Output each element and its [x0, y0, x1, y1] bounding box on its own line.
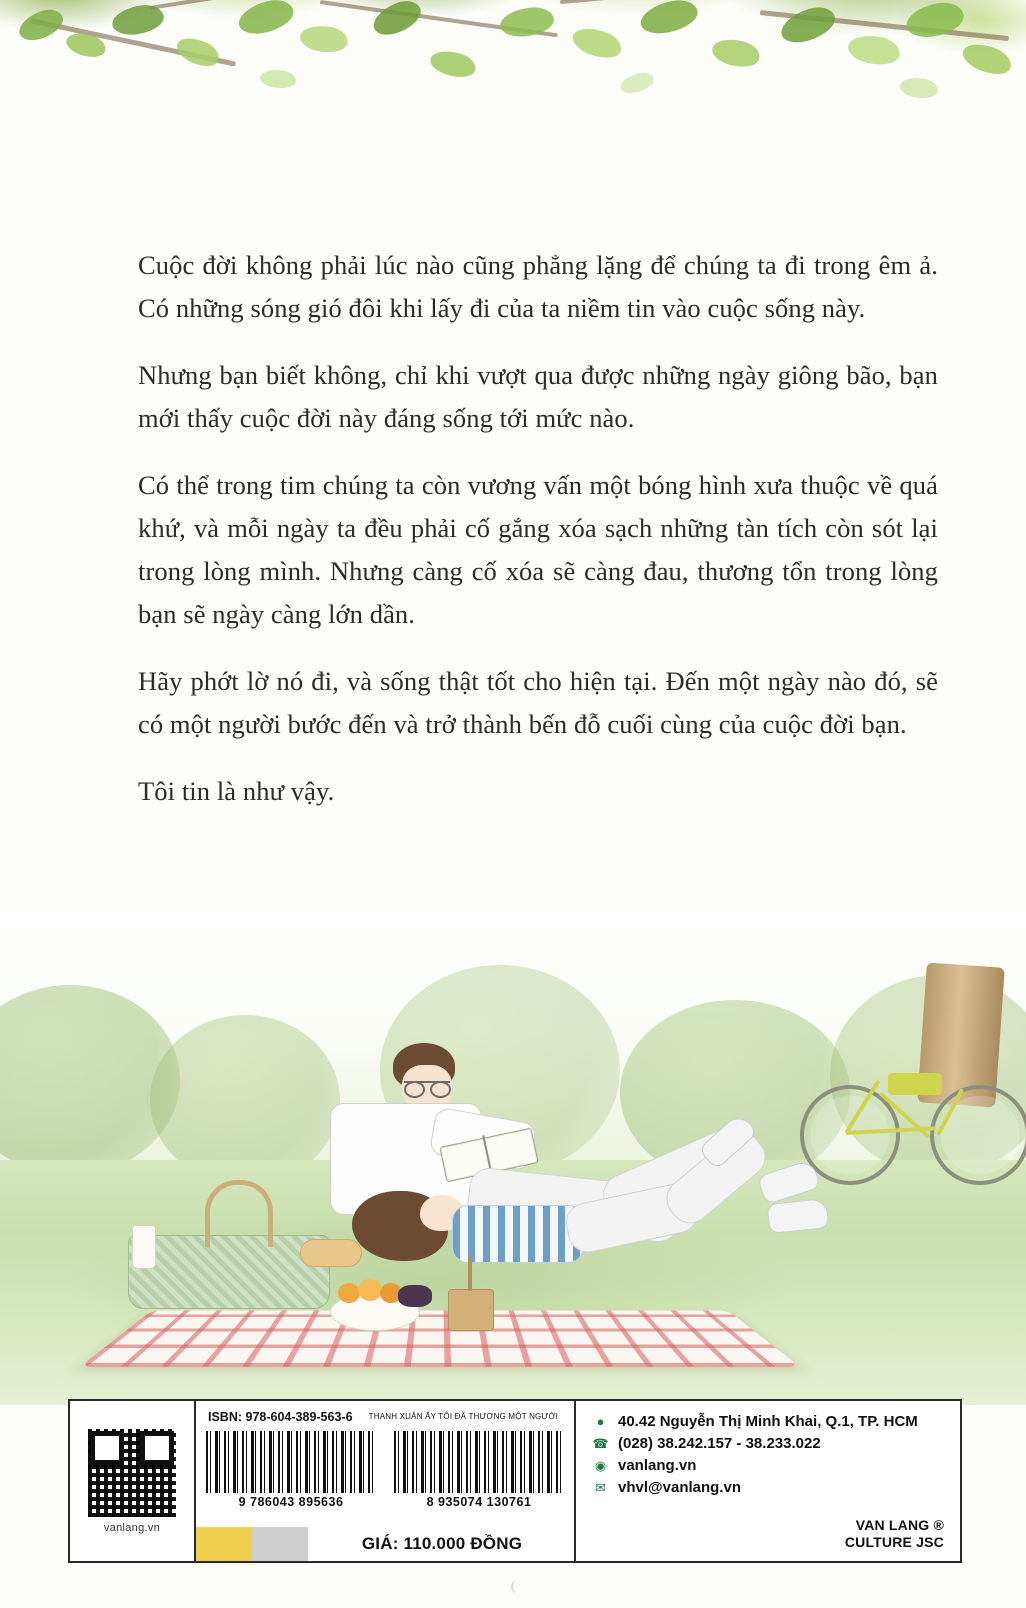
barcode-row: [206, 1431, 566, 1509]
page-footer-mark: (: [510, 1578, 516, 1593]
barcode-ean: [394, 1431, 564, 1509]
location-pin-icon: ●: [596, 1414, 605, 1429]
bicycle-wheel: [930, 1085, 1026, 1185]
envelope-icon: ✉: [595, 1480, 606, 1495]
qr-code-icon[interactable]: [88, 1429, 176, 1517]
woman-shirt: [452, 1205, 584, 1263]
publisher-name-line1: VAN LANG ®: [855, 1517, 944, 1533]
man-glasses-lens: [430, 1081, 451, 1098]
picnic-blanket: [80, 1310, 800, 1366]
bread-loaf: [300, 1239, 362, 1267]
blurb-paragraph: Có thể trong tim chúng ta còn vương vấn một bóng hình xưa thuộc về quá khứ, và mỗi ngày ta đều phải cố gắng xóa sạch những tàn tích còn sót lại trong lòng mình. Nhưng càng cố xóa sẽ càng đau, thương tổn trong lòng bạn sẽ ngày càng lớn dần.: [138, 470, 938, 629]
price-color-swatch: [252, 1527, 308, 1561]
blurb-paragraph: Hãy phớt lờ nó đi, và sống thật tốt cho hiện tại. Đến một ngày nào đó, sẽ có một người bước đến và trở thành bến đỗ cuối cùng của cuộc đời bạn.: [138, 666, 938, 739]
milk-bottle: [132, 1225, 156, 1269]
bicycle-basket: [888, 1073, 942, 1095]
lantern-stem: [468, 1257, 472, 1291]
blurb-paragraph: Nhưng bạn biết không, chỉ khi vượt qua được những ngày giông bão, bạn mới thấy cuộc đời này đáng sống tới mức nào.: [138, 360, 938, 433]
publisher-contact-block: [576, 1401, 960, 1561]
barcode-panel: [196, 1401, 576, 1561]
isbn-label: ISBN: 978-604-389-563-6: [208, 1410, 353, 1424]
contact-address-line: [592, 1413, 946, 1430]
contact-phone-line: [592, 1435, 946, 1452]
shoe: [767, 1198, 830, 1234]
price-strip: [196, 1527, 576, 1561]
fruit: [338, 1283, 360, 1303]
picnic-lantern: [448, 1289, 494, 1331]
bottom-info-bar: [68, 1399, 962, 1563]
publisher-name-line2: CULTURE JSC: [844, 1534, 944, 1550]
barcode-number: 8 935074 130761: [426, 1495, 532, 1509]
qr-code-label: vanlang.vn: [103, 1521, 161, 1534]
blurb-text-block: [138, 244, 938, 813]
phone-icon: ☎: [592, 1436, 609, 1451]
grapes: [398, 1285, 432, 1307]
publisher-logo: [845, 1517, 944, 1551]
contact-address: 40.42 Nguyễn Thị Minh Khai, Q.1, TP. HCM: [618, 1413, 918, 1430]
basket-handle: [205, 1180, 273, 1247]
globe-icon: ◉: [594, 1458, 607, 1473]
barcode-isbn: [206, 1431, 376, 1509]
fruit: [358, 1279, 382, 1301]
contact-email-line[interactable]: [592, 1479, 946, 1496]
contact-email[interactable]: vhvl@vanlang.vn: [618, 1479, 741, 1496]
blurb-paragraph: Tôi tin là như vậy.: [138, 776, 335, 806]
barcode-bars-icon: [394, 1431, 564, 1493]
price-color-swatch: [196, 1527, 252, 1561]
barcode-bars-icon: [206, 1431, 376, 1493]
barcode-number: 9 786043 895636: [238, 1495, 344, 1509]
contact-website-line[interactable]: [592, 1457, 946, 1474]
contact-website[interactable]: vanlang.vn: [618, 1457, 697, 1474]
picnic-illustration: [0, 905, 1026, 1405]
price-label: GIÁ: 110.000 ĐỒNG: [361, 1534, 523, 1553]
man-glasses-lens: [404, 1081, 425, 1098]
qr-code-cell[interactable]: [70, 1401, 196, 1561]
blurb-paragraph: Cuộc đời không phải lúc nào cũng phẳng lặng để chúng ta đi trong êm ả. Có những sóng gió đôi khi lấy đi của ta niềm tin vào cuộc sống này.: [138, 250, 938, 323]
top-foliage-illustration: [0, 0, 1026, 150]
book-title-small: THANH XUÂN ẤY TÔI ĐÃ THƯƠNG MỘT NGƯỜI: [368, 1412, 558, 1421]
contact-phone: (028) 38.242.157 - 38.233.022: [618, 1435, 821, 1452]
